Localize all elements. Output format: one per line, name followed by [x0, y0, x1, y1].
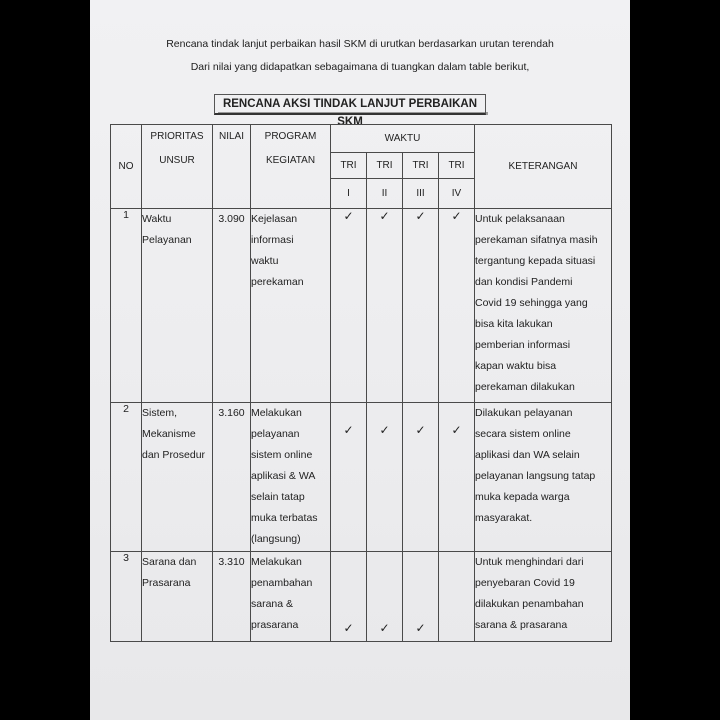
text-line: selain tatap [251, 491, 305, 503]
text-line: dan Prosedur [142, 449, 206, 461]
header-prioritas-line2: UNSUR [159, 155, 195, 166]
row-keterangan [475, 209, 612, 403]
text-line: muka kepada warga [475, 491, 570, 503]
header-program-line1: PROGRAM [264, 131, 317, 142]
text-line: sistem online [251, 449, 313, 461]
row-keterangan [475, 552, 612, 642]
header-waktu [331, 125, 475, 153]
header-nilai [213, 125, 251, 209]
text-line: waktu [251, 255, 279, 267]
text-line: sarana & [251, 598, 294, 610]
text-line: Sarana dan [142, 556, 197, 568]
text-line: (langsung) [251, 533, 301, 545]
header-prioritas-line1: PRIORITAS [150, 131, 204, 142]
action-plan-table [110, 124, 612, 642]
header-no [111, 125, 142, 209]
text-line: aplikasi & WA [251, 470, 316, 482]
text-line: aplikasi dan WA selain [475, 449, 580, 461]
text-line: kapan waktu bisa [475, 360, 557, 372]
paper-sheet [90, 0, 630, 720]
text-line: Prasarana [142, 577, 191, 589]
text-line: Waktu [142, 213, 172, 225]
header-waktu-label: WAKTU [384, 133, 421, 144]
text-line: penyebaran Covid 19 [475, 577, 575, 589]
text-line: penambahan [251, 577, 313, 589]
check-mark-icon: ✓ [367, 552, 403, 642]
check-mark-icon: ✓ [403, 209, 439, 403]
text-line: pemberian informasi [475, 339, 571, 351]
text-line: tergantung kepada situasi [475, 255, 596, 267]
text-line: bisa kita lakukan [475, 318, 553, 330]
header-program-line2: KEGIATAN [265, 155, 316, 166]
row-keterangan [475, 403, 612, 552]
table-row [111, 552, 612, 642]
text-line: Dilakukan pelayanan [475, 407, 573, 419]
row-program [251, 403, 331, 552]
header-no-label: NO [118, 161, 134, 172]
check-mark-icon: ✓ [331, 552, 367, 642]
intro-line-2: Dari nilai yang didapatkan sebagaimana di tuangkan dalam table berikut, [190, 61, 530, 73]
row-nilai: 3.310 [213, 552, 251, 642]
text-line: Untuk menghindari dari [475, 556, 584, 568]
text-line: Kejelasan [251, 213, 298, 225]
text-line: Melakukan [251, 556, 302, 568]
row-no: 1 [111, 209, 142, 403]
header-nilai-label: NILAI [218, 131, 244, 142]
check-mark-icon: ✓ [439, 403, 475, 552]
row-no: 3 [111, 552, 142, 642]
header-tri-1: TRI [331, 153, 367, 179]
check-mark-icon: ✓ [367, 209, 403, 403]
text-line: perekaman dilakukan [475, 381, 575, 393]
text-line: perekaman sifatnya masih [475, 234, 598, 246]
text-line: Covid 19 sehingga yang [475, 297, 588, 309]
row-nilai: 3.090 [213, 209, 251, 403]
header-tri-4: TRI [439, 153, 475, 179]
header-tri-iv: IV [439, 179, 475, 209]
text-line: dilakukan penambahan [475, 598, 584, 610]
check-mark-icon [439, 552, 475, 642]
text-line: pelayanan langsung tatap [475, 470, 596, 482]
header-tri-ii: II [367, 179, 403, 209]
row-no: 2 [111, 403, 142, 552]
text-line: secara sistem online [475, 428, 571, 440]
check-mark-icon: ✓ [331, 403, 367, 552]
header-row-1 [111, 125, 612, 153]
check-mark-icon: ✓ [331, 209, 367, 403]
table-row [111, 209, 612, 403]
header-program [251, 125, 331, 209]
text-line: Untuk pelaksanaan [475, 213, 565, 225]
check-mark-icon: ✓ [403, 552, 439, 642]
text-line: Pelayanan [142, 234, 192, 246]
text-line: Melakukan [251, 407, 302, 419]
header-tri-i: I [331, 179, 367, 209]
document-title: RENCANA AKSI TINDAK LANJUT PERBAIKAN SKM [214, 94, 486, 115]
text-line: dan kondisi Pandemi [475, 276, 573, 288]
row-unsur [142, 209, 213, 403]
text-line: masyarakat. [475, 512, 533, 524]
text-line: pelayanan [251, 428, 300, 440]
text-line: perekaman [251, 276, 304, 288]
text-line: muka terbatas [251, 512, 318, 524]
text-line: informasi [251, 234, 294, 246]
row-program [251, 209, 331, 403]
text-line: prasarana [251, 619, 299, 631]
text-line: Mekanisme [142, 428, 196, 440]
intro-line-1: Rencana tindak lanjut perbaikan hasil SKM di urutkan berdasarkan urutan terendah [166, 38, 554, 50]
table-row [111, 403, 612, 552]
check-mark-icon: ✓ [403, 403, 439, 552]
header-keterangan-label: KETERANGAN [508, 161, 578, 172]
row-unsur [142, 552, 213, 642]
check-mark-icon: ✓ [439, 209, 475, 403]
text-line: Sistem, [142, 407, 178, 419]
header-tri-3: TRI [403, 153, 439, 179]
header-keterangan [475, 125, 612, 209]
check-mark-icon: ✓ [367, 403, 403, 552]
row-program [251, 552, 331, 642]
header-prioritas [142, 125, 213, 209]
header-tri-2: TRI [367, 153, 403, 179]
row-unsur [142, 403, 213, 552]
text-line: sarana & prasarana [475, 619, 568, 631]
row-nilai: 3.160 [213, 403, 251, 552]
header-tri-iii: III [403, 179, 439, 209]
